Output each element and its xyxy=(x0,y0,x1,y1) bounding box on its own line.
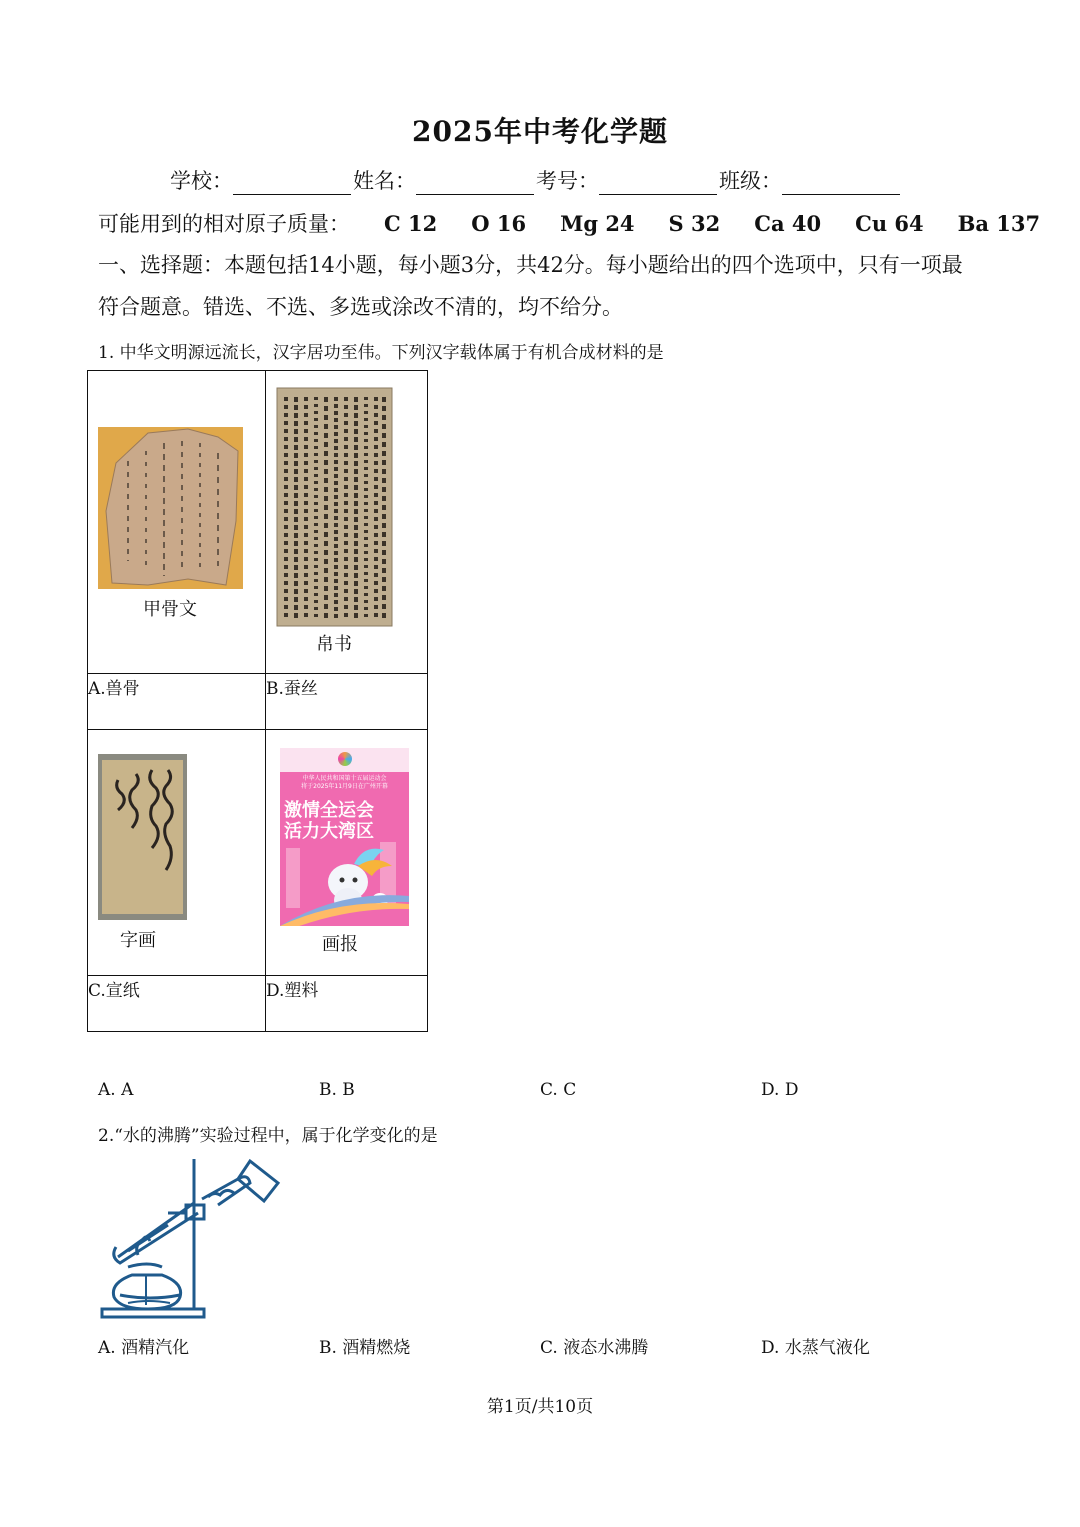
poster-line-1: 中华人民共和国第十五届运动会 xyxy=(302,775,387,782)
page-title: 2025年中考化学题 xyxy=(412,115,668,148)
poster-slogan-1: 激情全运会 xyxy=(284,800,374,821)
question-2-stem: 2.“水的沸腾”实验过程中，属于化学变化的是 xyxy=(98,1126,438,1146)
caption-poster: 画报 xyxy=(322,934,358,955)
option-c-cell: C.宣纸 xyxy=(88,976,266,1032)
mass-s: S 32 xyxy=(668,211,721,236)
poster-image xyxy=(280,748,409,926)
poster-logo-icon xyxy=(338,752,352,766)
cell-silk-manuscript xyxy=(266,371,428,674)
boiling-apparatus-image xyxy=(98,1155,288,1323)
section-instructions: 一、选择题：本题包括14小题，每小题3分，共42分。每小题给出的四个选项中，只有一项最符合题意。错选、不选、多选或涂改不清的，均不给分。 xyxy=(98,253,963,319)
mass-cu: Cu 64 xyxy=(855,211,924,236)
mass-mg: Mg 24 xyxy=(560,211,635,236)
poster-slogan-2: 活力大湾区 xyxy=(284,821,374,842)
cell-poster xyxy=(266,730,428,976)
name-field[interactable] xyxy=(416,172,534,195)
student-info-fields xyxy=(170,165,902,195)
silk-manuscript-image xyxy=(266,371,427,668)
caption-oracle-bone: 甲骨文 xyxy=(143,599,197,620)
school-label: 学校： xyxy=(170,169,233,193)
poster-line-2: 将于2025年11月9日在广州开幕 xyxy=(301,783,388,790)
calligraphy-image xyxy=(88,730,265,970)
mass-c: C 12 xyxy=(384,211,438,236)
poster-mascot-icon xyxy=(280,838,409,926)
q1-choice-d[interactable]: D. D xyxy=(761,1080,799,1100)
q2-choice-c[interactable]: C. 液态水沸腾 xyxy=(540,1338,649,1358)
q1-choice-c[interactable]: C. C xyxy=(540,1080,577,1100)
class-label: 班级： xyxy=(719,169,782,193)
cell-calligraphy xyxy=(88,730,266,976)
cell-oracle-bone xyxy=(88,371,266,674)
question-2-choices xyxy=(98,1333,998,1358)
q1-choice-b[interactable]: B. B xyxy=(319,1080,355,1100)
q2-choice-d[interactable]: D. 水蒸气液化 xyxy=(761,1338,870,1358)
caption-silk-manuscript: 帛书 xyxy=(316,634,352,655)
exam-number-field[interactable] xyxy=(599,172,717,195)
question-1-choices xyxy=(98,1080,998,1100)
caption-calligraphy: 字画 xyxy=(120,930,156,951)
mass-ba: Ba 137 xyxy=(957,211,1041,236)
question-1-stem: 1. 中华文明源远流长，汉字居功至伟。下列汉字载体属于有机合成材料的是 xyxy=(98,343,664,363)
option-a-cell: A.兽骨 xyxy=(88,674,266,730)
name-label: 姓名： xyxy=(353,169,416,193)
atomic-masses-label: 可能用到的相对原子质量： xyxy=(98,212,350,236)
mass-o: O 16 xyxy=(471,211,527,236)
q2-choice-b[interactable]: B. 酒精燃烧 xyxy=(319,1338,411,1358)
exam-number-label: 考号： xyxy=(536,169,599,193)
atomic-masses xyxy=(98,208,1040,238)
q1-choice-a[interactable]: A. A xyxy=(98,1080,134,1100)
oracle-bone-image xyxy=(88,371,265,668)
option-b-cell: B.蚕丝 xyxy=(266,674,428,730)
class-field[interactable] xyxy=(782,172,900,195)
school-field[interactable] xyxy=(233,172,351,195)
page-number: 第1页/共10页 xyxy=(486,1397,594,1417)
option-d-cell: D.塑料 xyxy=(266,976,428,1032)
mass-ca: Ca 40 xyxy=(754,211,822,236)
question-1-table xyxy=(87,370,428,1032)
q2-choice-a[interactable]: A. 酒精汽化 xyxy=(98,1338,190,1358)
